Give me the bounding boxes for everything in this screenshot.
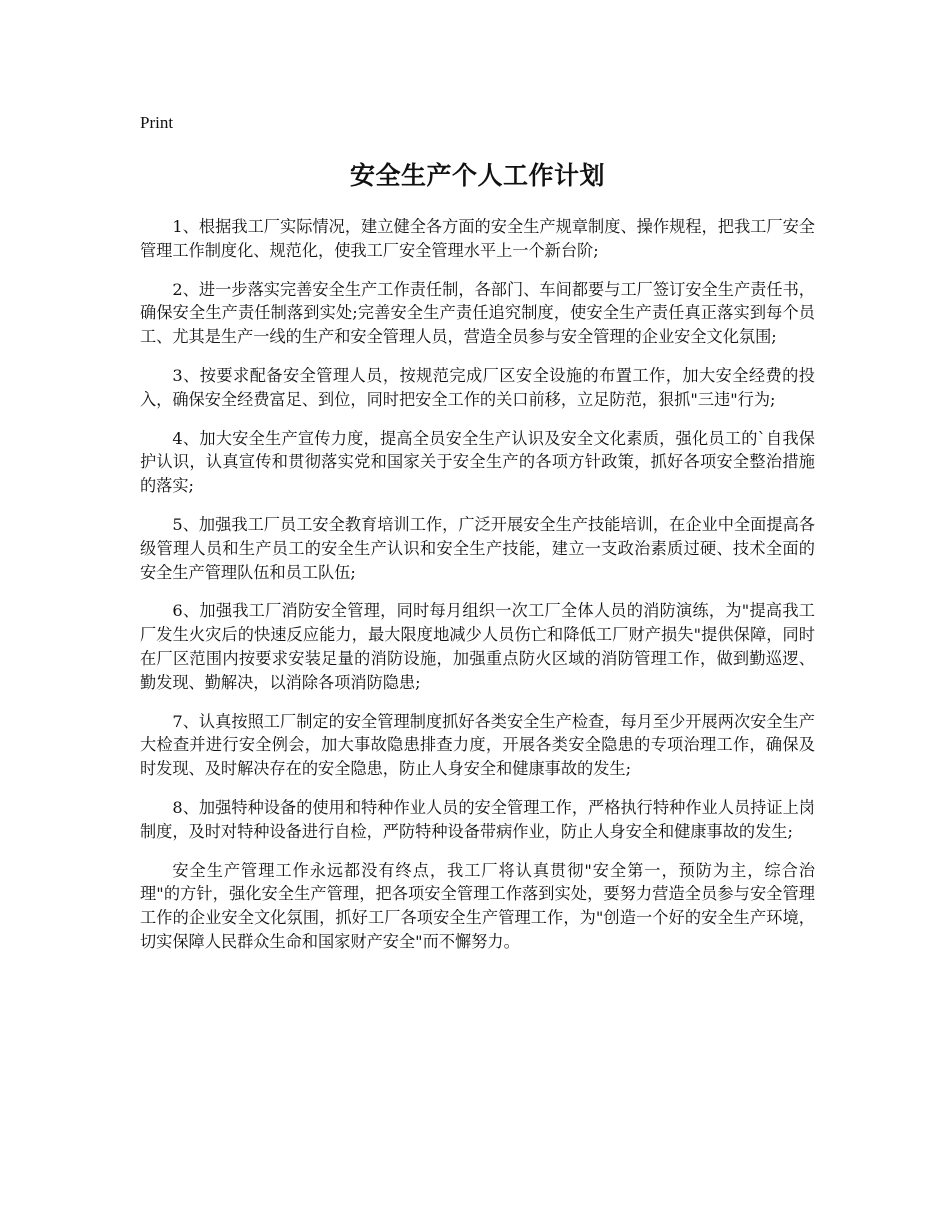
- print-link[interactable]: Print: [140, 113, 174, 132]
- document-title: 安全生产个人工作计划: [349, 161, 605, 190]
- paragraph-conclusion: 安全生产管理工作永远都没有终点，我工厂将认真贯彻"安全第一，预防为主，综合治理"的方针，强化安全生产管理，把各项安全管理工作落到实处，要努力营造全员参与安全管理工作的企业安全文化氛围，抓好工厂各项安全生产管理工作，为"创造一个好的安全生产环境，切实保障人民群众生命和国家财产安全"而不懈努力。: [140, 860, 815, 951]
- document-page: [140, 112, 815, 969]
- document-body: [140, 215, 815, 954]
- paragraph-2: 2、进一步落实完善安全生产工作责任制，各部门、车间都要与工厂签订安全生产责任书，确保安全生产责任制落到实处;完善安全生产责任追究制度，使安全生产责任真正落实到每个员工、尤其是生产一线的生产和安全管理人员，营造全员参与安全管理的企业安全文化氛围;: [140, 279, 815, 347]
- paragraph-7: 7、认真按照工厂制定的安全管理制度抓好各类安全生产检查，每月至少开展两次安全生产大检查并进行安全例会，加大事故隐患排查力度，开展各类安全隐患的专项治理工作，确保及时发现、及时解决存在的安全隐患，防止人身安全和健康事故的发生;: [140, 711, 815, 779]
- paragraph-8: 8、加强特种设备的使用和特种作业人员的安全管理工作，严格执行特种作业人员持证上岗制度，及时对特种设备进行自检，严防特种设备带病作业，防止人身安全和健康事故的发生;: [140, 797, 815, 841]
- paragraph-4: 4、加大安全生产宣传力度，提高全员安全生产认识及安全文化素质，强化员工的`自我保护认识，认真宣传和贯彻落实党和国家关于安全生产的各项方针政策，抓好各项安全整治措施的落实;: [140, 428, 815, 496]
- paragraph-6: 6、加强我工厂消防安全管理，同时每月组织一次工厂全体人员的消防演练，为"提高我工厂发生火灾后的快速反应能力，最大限度地减少人员伤亡和降低工厂财产损失"提供保障，同时在厂区范围内按要求安装足量的消防设施，加强重点防火区域的消防管理工作，做到勤巡逻、勤发现、勤解决，以消除各项消防隐患;: [140, 601, 815, 692]
- paragraph-3: 3、按要求配备安全管理人员，按规范完成厂区安全设施的布置工作，加大安全经费的投入，确保安全经费富足、到位，同时把安全工作的关口前移，立足防范，狠抓"三违"行为;: [140, 365, 815, 409]
- paragraph-5: 5、加强我工厂员工安全教育培训工作，广泛开展安全生产技能培训，在企业中全面提高各级管理人员和生产员工的安全生产认识和安全生产技能，建立一支政治素质过硬、技术全面的安全生产管理队伍和员工队伍;: [140, 514, 815, 582]
- paragraph-1: 1、根据我工厂实际情况，建立健全各方面的安全生产规章制度、操作规程，把我工厂安全管理工作制度化、规范化，使我工厂安全管理水平上一个新台阶;: [140, 217, 815, 260]
